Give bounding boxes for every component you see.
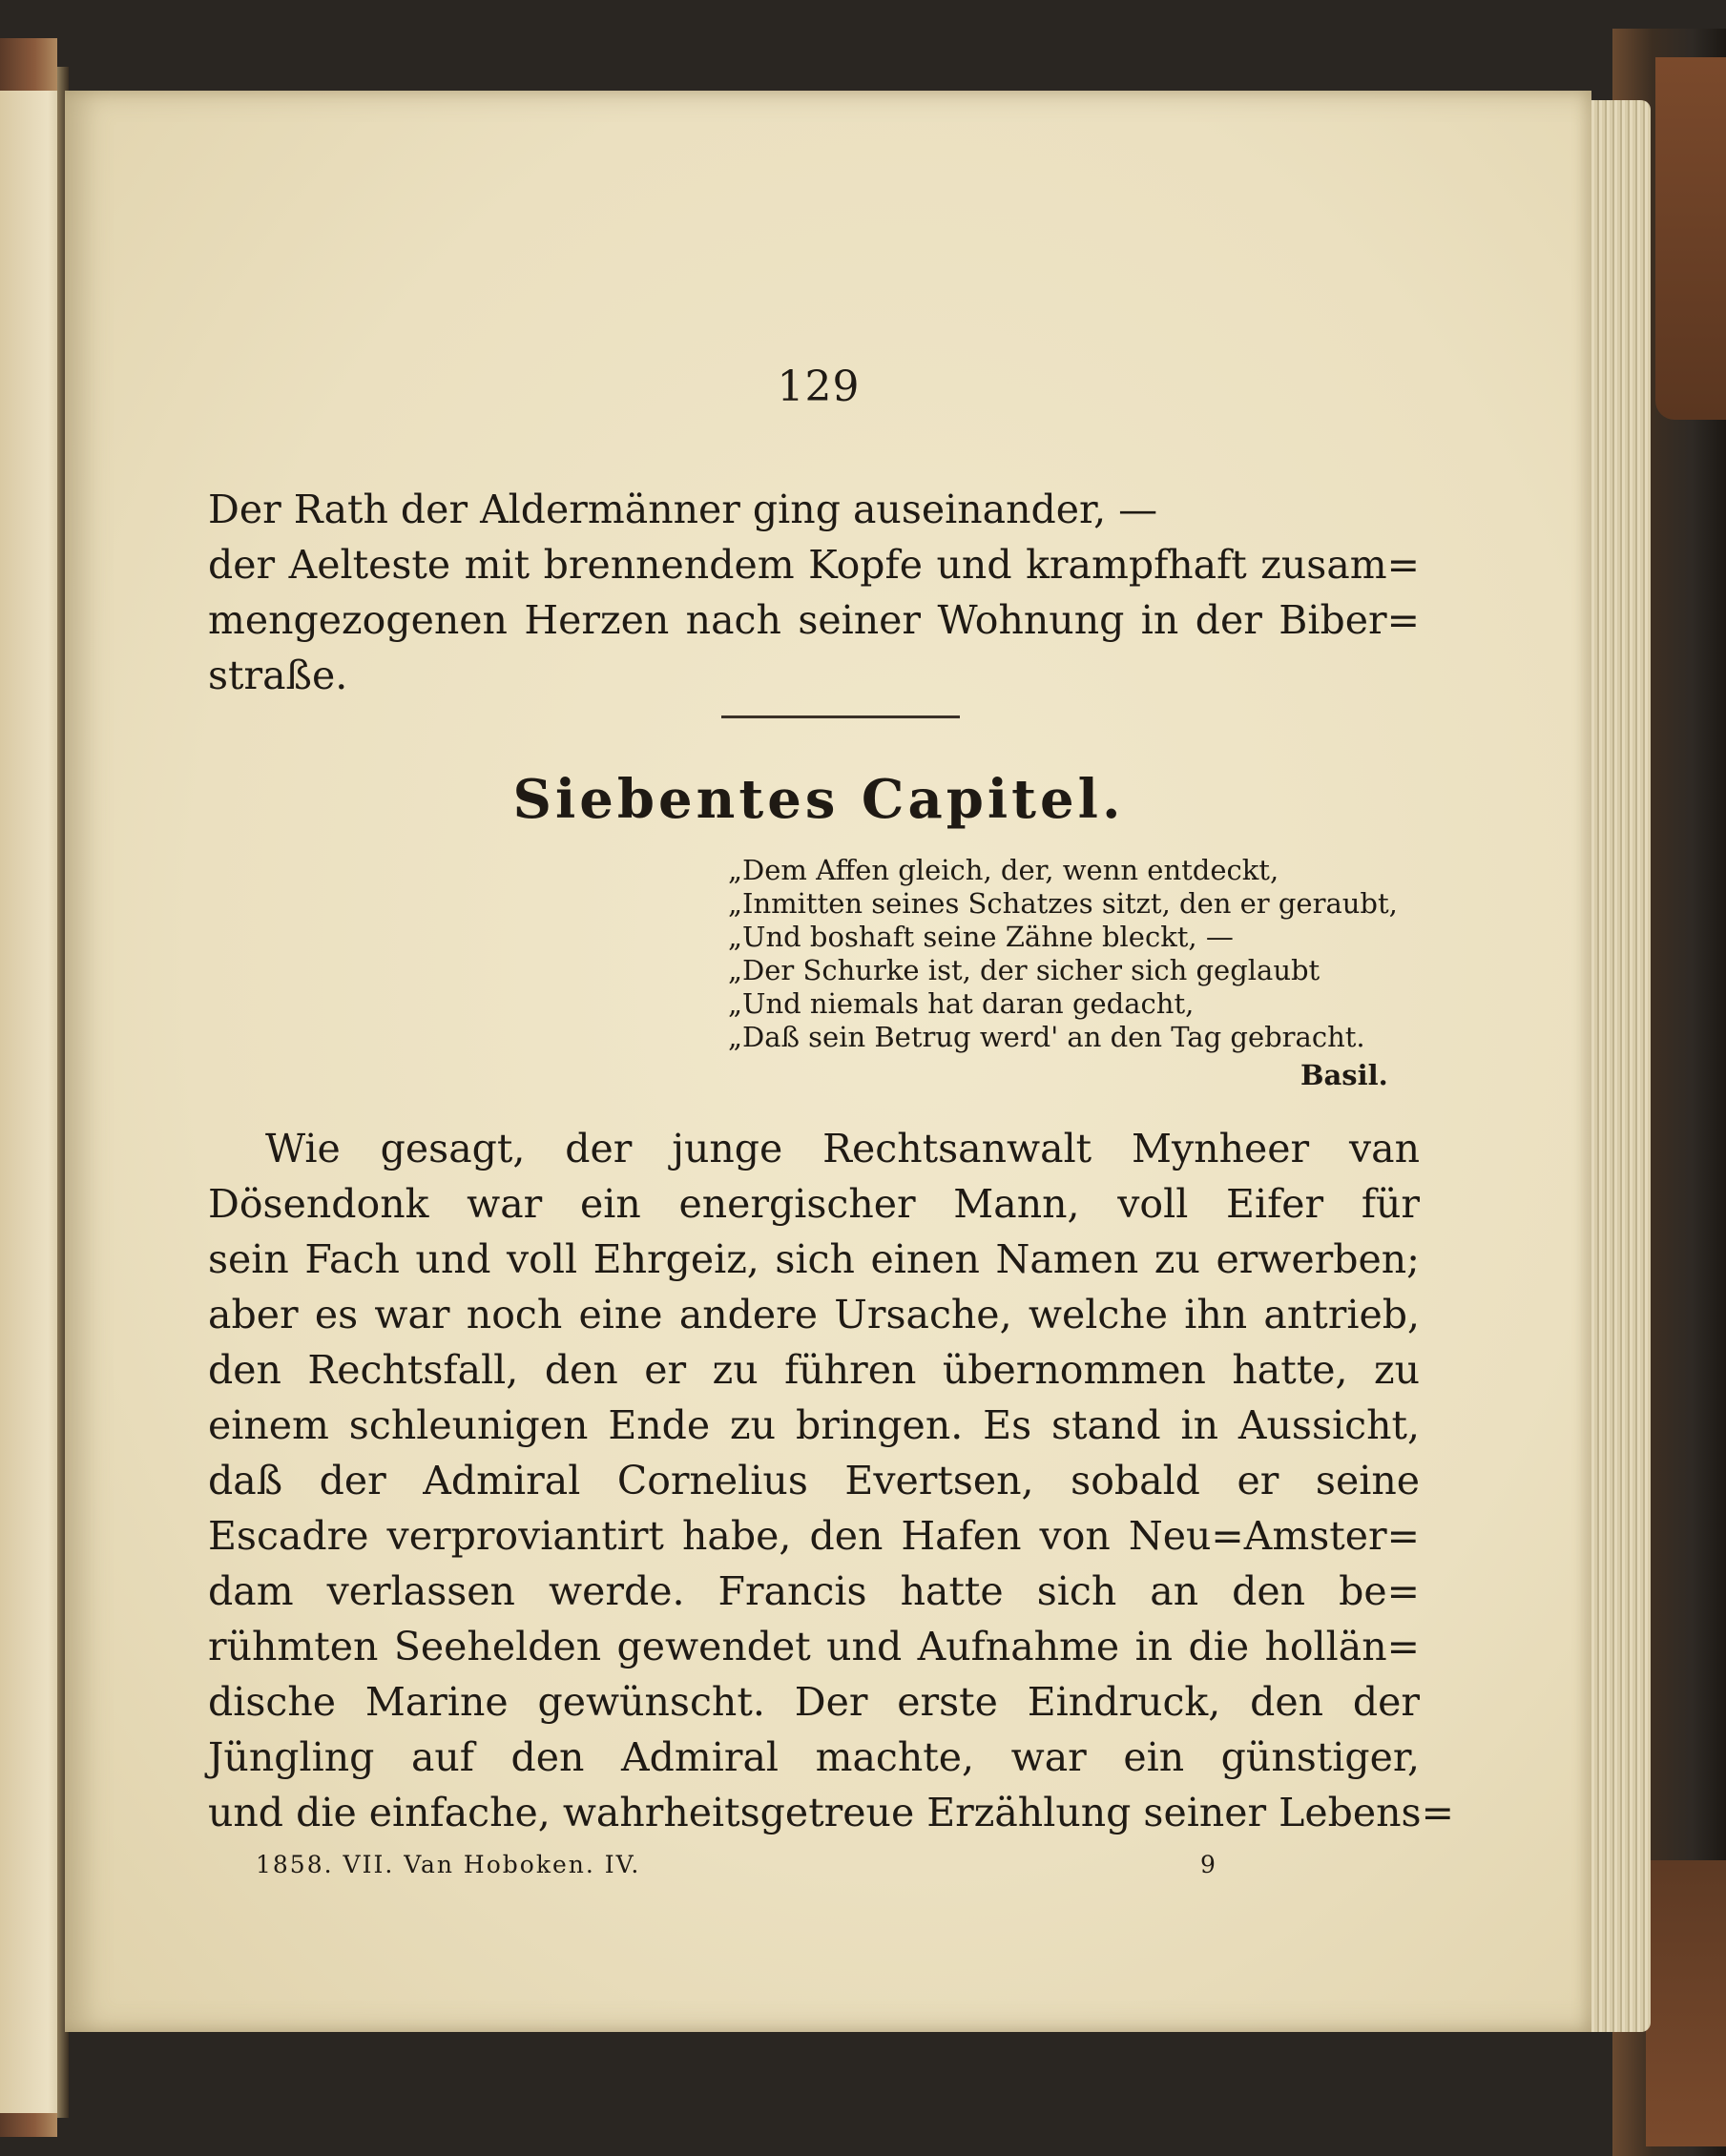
epigraph-author: Basil. xyxy=(1300,1059,1388,1091)
cover-corner-bottom xyxy=(1646,1860,1726,2146)
paragraph-line: dam verlassen werde. Francis hatte sich an den be= xyxy=(208,1568,1420,1614)
paragraph-line: Der Rath der Aldermänner ging auseinander, — xyxy=(208,487,1158,532)
book-page xyxy=(65,91,1591,2032)
paragraph-line: Wie gesagt, der junge Rechtsanwalt Mynheer van xyxy=(265,1126,1420,1171)
paragraph-line: mengezogenen Herzen nach seiner Wohnung in der Biber= xyxy=(208,597,1420,643)
paragraph-line: der Aelteste mit brennendem Kopfe und krampfhaft zusam= xyxy=(208,542,1420,588)
main-paragraph xyxy=(208,1121,1454,1840)
epigraph-line: „Und boshaft seine Zähne bleckt, — xyxy=(728,921,1234,953)
chapter-title: Siebentes Capitel. xyxy=(512,768,1125,831)
epigraph-line: „Der Schurke ist, der sicher sich geglaubt xyxy=(728,954,1320,986)
section-divider xyxy=(721,715,960,718)
paragraph-line: Dösendonk war ein energischer Mann, voll Eifer für xyxy=(208,1181,1420,1227)
paragraph-line: rühmten Seehelden gewendet und Aufnahme in die hollän= xyxy=(208,1624,1420,1669)
epigraph xyxy=(728,854,1434,1054)
paragraph-line: straße. xyxy=(208,653,348,698)
epigraph-line: „Daß sein Betrug werd' an den Tag gebracht. xyxy=(728,1021,1365,1053)
paragraph-line: dische Marine gewünscht. Der erste Eindruck, den der xyxy=(208,1679,1420,1725)
paragraph-line: daß der Admiral Cornelius Evertsen, sobald er seine xyxy=(208,1458,1420,1503)
epigraph-line: „Dem Affen gleich, der, wenn entdeckt, xyxy=(728,854,1279,886)
paragraph-line: aber es war noch eine andere Ursache, welche ihn antrieb, xyxy=(208,1292,1420,1337)
paragraph-line: den Rechtsfall, den er zu führen übernommen hatte, zu xyxy=(208,1347,1420,1393)
footer-signature-left: 1858. VII. Van Hoboken. IV. xyxy=(256,1851,641,1878)
paragraph-line: Escadre verproviantirt habe, den Hafen von Neu=Amster= xyxy=(208,1513,1420,1559)
epigraph-line: „Inmitten seines Schatzes sitzt, den er geraubt, xyxy=(728,887,1398,920)
cover-corner-top xyxy=(1655,57,1726,420)
epigraph-line: „Und niemals hat daran gedacht, xyxy=(728,987,1195,1020)
footer-signature-right: 9 xyxy=(1200,1851,1217,1878)
paragraph-line: sein Fach und voll Ehrgeiz, sich einen Namen zu erwerben; xyxy=(208,1236,1420,1282)
paragraph-line: einem schleunigen Ende zu bringen. Es stand in Aussicht, xyxy=(208,1402,1420,1448)
page-number: 129 xyxy=(777,363,861,411)
paragraph-line: Jüngling auf den Admiral machte, war ein günstiger, xyxy=(208,1734,1420,1780)
paragraph-line: und die einfache, wahrheitsgetreue Erzählung seiner Lebens= xyxy=(208,1790,1454,1835)
opening-paragraph xyxy=(208,482,1420,703)
